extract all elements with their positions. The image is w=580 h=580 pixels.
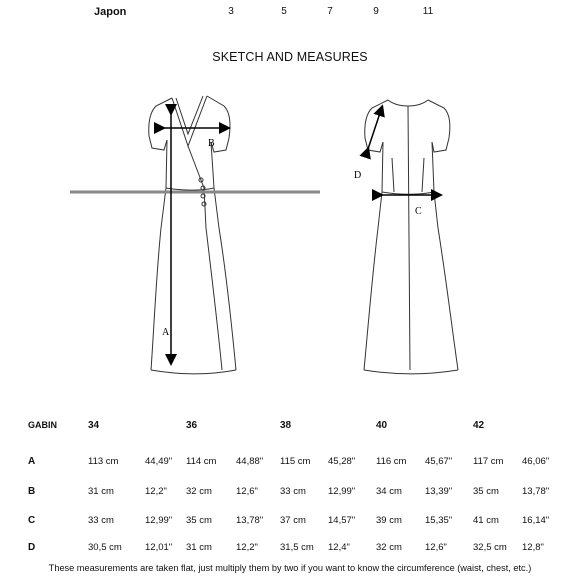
table-cell: 13,78" (522, 486, 550, 497)
size-header-42: 42 (473, 420, 485, 431)
table-cell: 12,8" (522, 542, 544, 553)
table-cell: 33 cm (280, 486, 306, 497)
table-cell: 113 cm (88, 456, 119, 467)
page-title: SKETCH AND MEASURES (212, 50, 368, 64)
table-cell: 31,5 cm (280, 542, 314, 553)
row-label-c: C (28, 515, 36, 526)
size-header-34: 34 (88, 420, 100, 431)
back-dress-outline (364, 100, 458, 374)
table-cell: 44,88" (236, 456, 264, 467)
table-cell: 45,28" (328, 456, 356, 467)
dress-sketch (0, 88, 580, 388)
table-cell: 12,2" (236, 542, 258, 553)
label-d: D (354, 170, 362, 181)
table-cell: 31 cm (186, 542, 212, 553)
size-header-36: 36 (186, 420, 198, 431)
table-cell: 12,4" (328, 542, 350, 553)
table-cell: 46,06" (522, 456, 550, 467)
row-label-a: A (28, 456, 36, 467)
table-cell: 14,57" (328, 515, 356, 526)
table-cell: 114 cm (186, 456, 217, 467)
row-label-d: D (28, 542, 36, 553)
table-model-name: GABIN (28, 420, 57, 430)
japon-size-9: 9 (373, 6, 379, 17)
table-cell: 12,99" (145, 515, 173, 526)
label-c: C (415, 206, 422, 217)
table-cell: 44,49" (145, 456, 173, 467)
label-a: A (162, 327, 170, 338)
table-cell: 35 cm (186, 515, 212, 526)
japon-size-3: 3 (228, 6, 234, 17)
table-cell: 32 cm (186, 486, 212, 497)
table-cell: 12,6" (425, 542, 447, 553)
table-cell: 12,2" (145, 486, 167, 497)
japon-size-11: 11 (422, 6, 434, 17)
table-cell: 12,01" (145, 542, 173, 553)
table-cell: 45,67" (425, 456, 453, 467)
label-b: B (208, 138, 215, 149)
table-cell: 15,35" (425, 515, 453, 526)
table-cell: 31 cm (88, 486, 114, 497)
japon-size-7: 7 (327, 6, 333, 17)
table-cell: 13,78" (236, 515, 264, 526)
japon-size-5: 5 (281, 6, 287, 17)
measure-d-line (367, 110, 381, 152)
table-cell: 16,14" (522, 515, 550, 526)
table-cell: 39 cm (376, 515, 402, 526)
table-cell: 35 cm (473, 486, 499, 497)
table-cell: 37 cm (280, 515, 306, 526)
table-cell: 12,99" (328, 486, 356, 497)
table-cell: 32,5 cm (473, 542, 507, 553)
table-cell: 13,39" (425, 486, 453, 497)
table-cell: 116 cm (376, 456, 407, 467)
table-cell: 33 cm (88, 515, 114, 526)
size-header-38: 38 (280, 420, 292, 431)
size-header-40: 40 (376, 420, 388, 431)
table-cell: 30,5 cm (88, 542, 122, 553)
measurement-note: These measurements are taken flat, just multiply them by two if you want to know the circumference (waist, chest, etc.) (48, 563, 532, 573)
japon-size-label: Japon (94, 6, 127, 18)
table-cell: 12,6" (236, 486, 258, 497)
table-cell: 41 cm (473, 515, 499, 526)
table-cell: 32 cm (376, 542, 402, 553)
table-cell: 117 cm (473, 456, 504, 467)
row-label-b: B (28, 486, 36, 497)
table-cell: 115 cm (280, 456, 311, 467)
table-cell: 34 cm (376, 486, 402, 497)
